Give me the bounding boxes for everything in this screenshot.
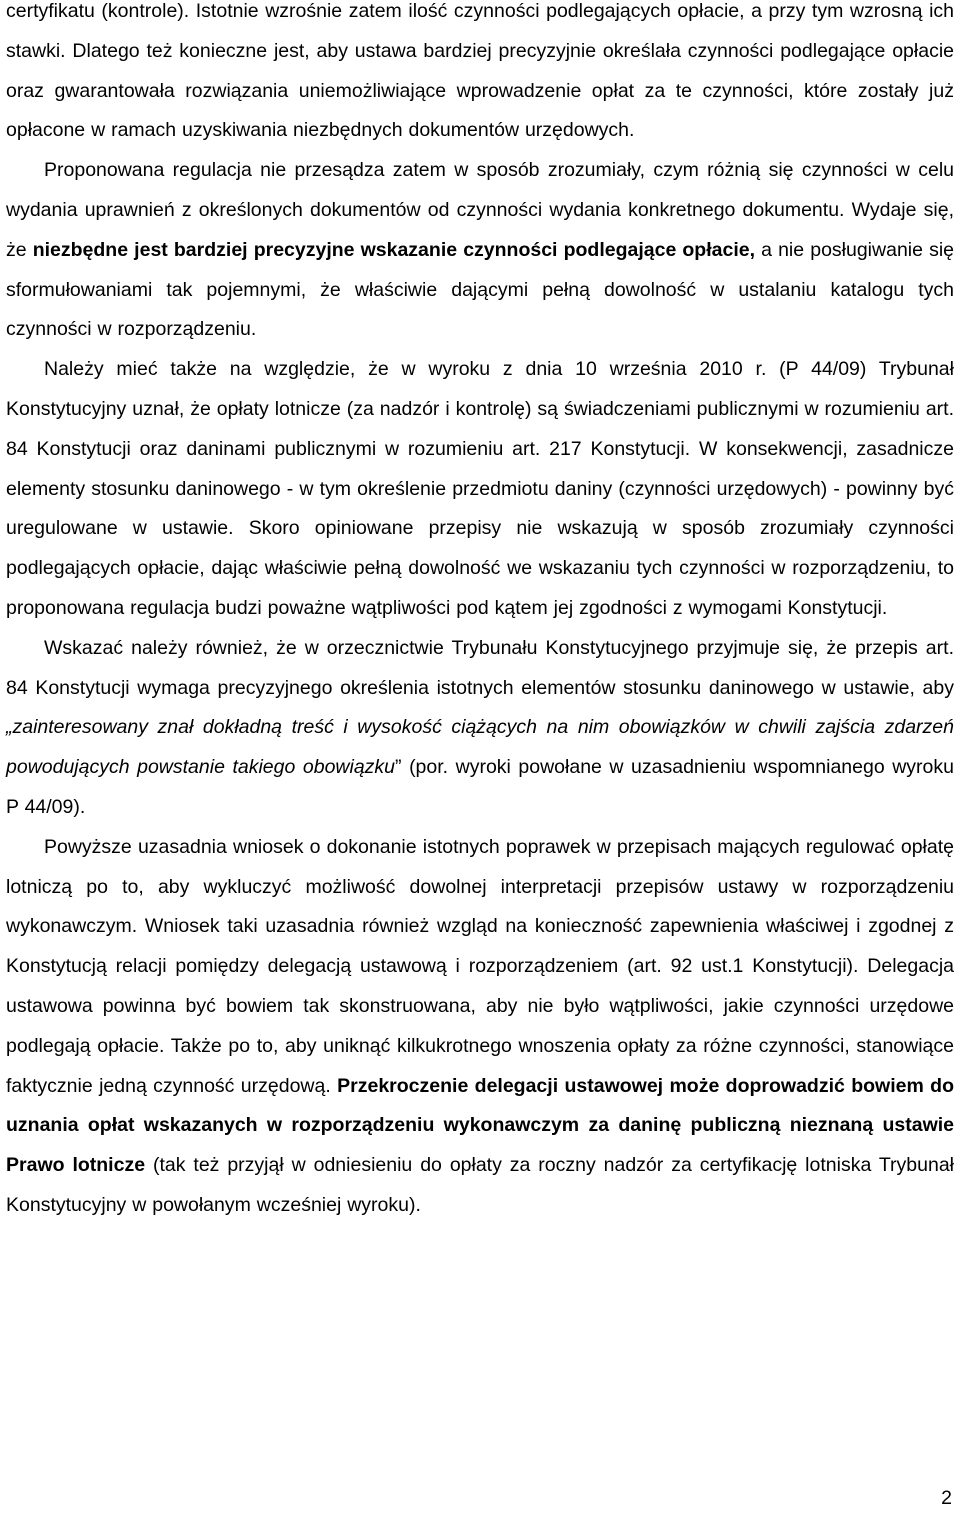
paragraph-5 [6, 828, 954, 1226]
paragraph-5-text-end: (tak też przyjął w odniesieniu do opłaty za roczny nadzór za certyfikację lotniska Trybunał Konstytucyjny w powołanym wcześniej wyroku). [6, 1154, 955, 1216]
paragraph-3-text: Należy mieć także na względzie, że w wyroku z dnia 10 września 2010 r. (P 44/09) Trybunał Konstytucyjny uznał, że opłaty lotnicze (za nadzór i kontrolę) są świadczeniami publicznymi w rozumieniu art. 84 Konstytucji oraz daninami publicznymi w rozumieniu art. 217 Konstytucji. W konsekwencji, zasadnicze elementy stosunku daninowego - w tym określenie przedmiotu daniny (czynności urzędowych) - powinny być uregulowane w ustawie. Skoro opiniowane przepisy nie wskazują w sposób zrozumiały czynności podlegających opłacie, dając właściwie pełną dowolność we wskazaniu tych czynności w rozporządzeniu, to proponowana regulacja budzi poważne wątpliwości pod kątem jej zgodności z wymogami Konstytucji. [6, 358, 954, 619]
paragraph-4-quote: „zainteresowany znał dokładną treść i wysokość ciążących na nim obowiązków w chwili zajścia zdarzeń powodujących powstanie takiego obowiązku [6, 716, 954, 779]
paragraph-1-text: certyfikatu (kontrole). Istotnie wzrośnie zatem ilość czynności podlegających opłacie, a przy tym wzrosną ich stawki. Dlatego też konieczne jest, aby ustawa bardziej precyzyjnie określała czynności podlegające opłacie oraz gwarantowała rozwiązania uniemożliwiające wprowadzenie opłat za te czynności, które zostały już opłacone w ramach uzyskiwania niezbędnych dokumentów urzędowych. [6, 0, 954, 142]
paragraph-4-text: Wskazać należy również, że w orzecznictwie Trybunału Konstytucyjnego przyjmuje się, że przepis art. 84 Konstytucji wymaga precyzyjnego określenia istotnych elementów stosunku daninowego w ustawie, aby [6, 636, 954, 699]
paragraph-5-bold-text: Przekroczenie delegacji ustawowej może doprowadzić bowiem do uznania opłat wskazanych w rozporządzeniu wykonawczym za daninę publiczną nieznaną ustawie Prawo lotnicze [6, 1074, 954, 1177]
paragraph-2-bold-text: niezbędne jest bardziej precyzyjne wskazanie czynności podlegające opłacie, [32, 238, 756, 261]
document-body [6, 0, 954, 1226]
paragraph-5-text: Powyższe uzasadnia wniosek o dokonanie istotnych poprawek w przepisach mających regulować opłatę lotniczą po to, aby wykluczyć możliwość dowolnej interpretacji przepisów ustawy w rozporządzeniu wykonawczym. Wniosek taki uzasadnia również wzgląd na konieczność zapewnienia właściwej i zgodnej z Konstytucją relacji pomiędzy delegacją ustawową i rozporządzeniem (art. 92 ust.1 Konstytucji). Delegacja ustawowa powinna być bowiem tak skonstruowana, aby nie było wątpliwości, jakie czynności urzędowe podlegają opłacie. Także po to, aby uniknąć kilkukrotnego wnoszenia opłaty za różne czynności, stanowiące faktycznie jedną czynność urzędową. [6, 835, 954, 1097]
paragraph-1 [6, 0, 954, 151]
paragraph-4-text-end: ” (por. wyroki powołane w uzasadnieniu wspomnianego wyroku P 44/09). [6, 756, 954, 818]
paragraph-2-text-end: a nie posługiwanie się sformułowaniami tak pojemnymi, że właściwie dającymi pełną dowolność w ustalaniu katalogu tych czynności w rozporządzeniu. [6, 238, 955, 341]
paragraph-2 [6, 151, 954, 350]
paragraph-3 [6, 350, 954, 629]
paragraph-4 [6, 629, 954, 828]
paragraph-2-text: Proponowana regulacja nie przesądza zatem w sposób zrozumiały, czym różnią się czynności w celu wydania uprawnień z określonych dokumentów od czynności wydania konkretnego dokumentu. Wydaje się, że [6, 159, 954, 261]
page-number: 2 [941, 1487, 952, 1509]
